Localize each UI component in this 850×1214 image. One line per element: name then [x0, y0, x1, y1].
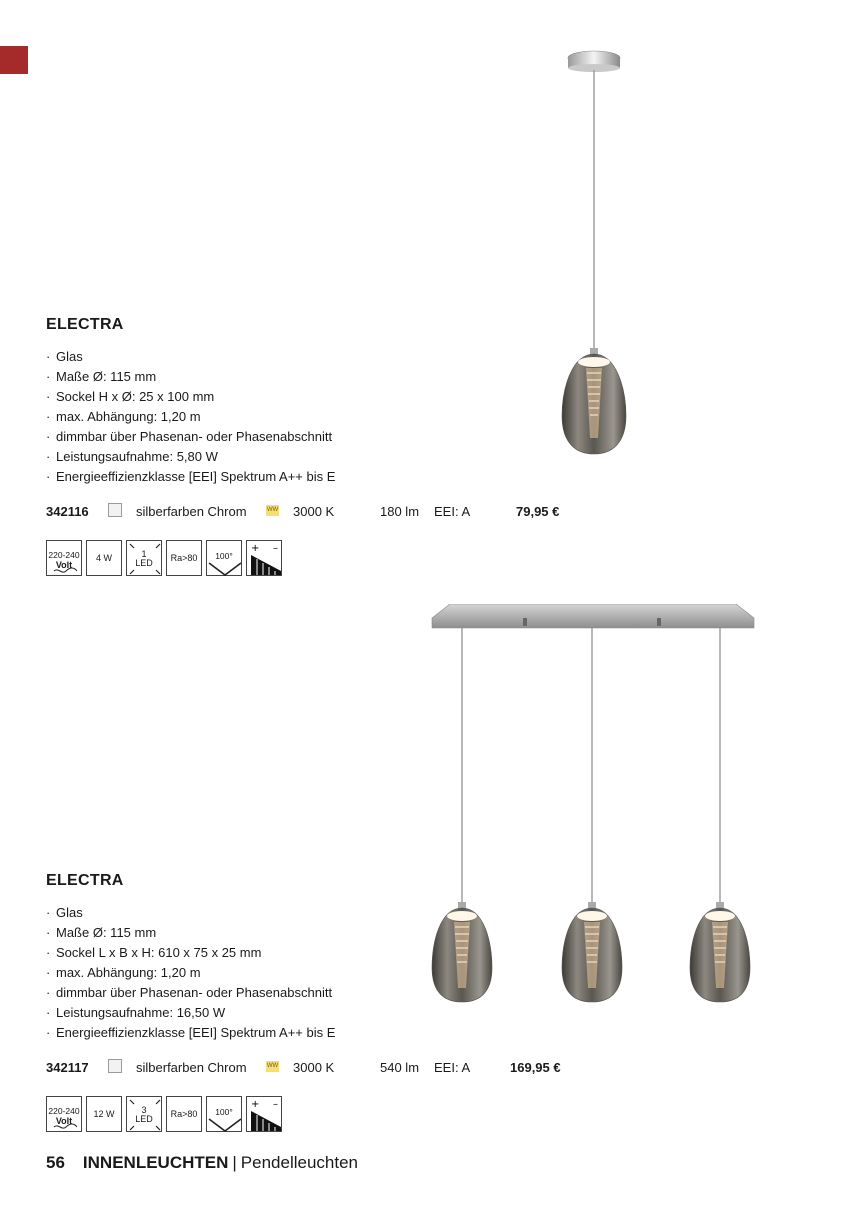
article-number: 342117 — [46, 1060, 89, 1075]
luminous-flux: 180 lm — [380, 504, 420, 519]
ra-value: Ra>80 — [170, 1109, 198, 1119]
voltage-icon — [46, 540, 82, 576]
energy-class: EEI: A — [434, 504, 471, 519]
wattage-value: 12 W — [93, 1109, 115, 1119]
dimmable-icon — [246, 540, 282, 576]
feature-item: · max. Abhängung: 1,20 m — [46, 963, 566, 983]
article-row — [46, 501, 566, 523]
voltage-label: Volt — [55, 1116, 73, 1126]
wattage-value: 4 W — [95, 553, 112, 563]
color-name: silberfarben Chrom — [136, 504, 247, 519]
luminous-flux: 540 lm — [380, 1060, 420, 1075]
footer-separator: | — [232, 1153, 237, 1172]
feature-item: · Leistungsaufnahme: 16,50 W — [46, 1003, 566, 1023]
color-temperature: 3000 K — [293, 1060, 335, 1075]
led-label: LED — [135, 558, 153, 568]
color-rendering-icon — [166, 540, 202, 576]
wattage-icon — [86, 1096, 122, 1132]
beam-angle: 100° — [215, 1107, 233, 1117]
voltage-icon — [46, 1096, 82, 1132]
voltage-range: 220-240 — [48, 1106, 80, 1116]
product-electra-342116 — [46, 316, 566, 576]
dim-minus: – — [273, 543, 278, 554]
color-name: silberfarben Chrom — [136, 1060, 247, 1075]
feature-list — [46, 903, 566, 1043]
feature-item: · Sockel H x Ø: 25 x 100 mm — [46, 387, 566, 407]
feature-item: · Glas — [46, 347, 566, 367]
color-swatch — [108, 1059, 122, 1073]
price: 79,95 € — [516, 504, 560, 519]
feature-item: · dimmbar über Phasenan- oder Phasenabschnitt — [46, 427, 566, 447]
footer-subcategory: Pendelleuchten — [240, 1153, 359, 1172]
section-color-tab — [0, 46, 28, 74]
led-icon — [126, 540, 162, 576]
feature-item: · Maße Ø: 115 mm — [46, 923, 566, 943]
dimmable-icon — [246, 1096, 282, 1132]
beam-angle: 100° — [215, 551, 233, 561]
feature-item: · Leistungsaufnahme: 5,80 W — [46, 447, 566, 467]
feature-item: · Energieeffizienzklasse [EEI] Spektrum A++ bis E — [46, 467, 566, 487]
article-row — [46, 1057, 566, 1079]
feature-list — [46, 347, 566, 487]
color-rendering-icon — [166, 1096, 202, 1132]
feature-item: · Energieeffizienzklasse [EEI] Spektrum A++ bis E — [46, 1023, 566, 1043]
led-count: 3 — [141, 1105, 147, 1115]
wattage-icon — [86, 540, 122, 576]
color-temperature: 3000 K — [293, 504, 335, 519]
led-label: LED — [135, 1114, 153, 1124]
page-footer — [46, 1153, 358, 1173]
spec-icons — [46, 1096, 566, 1132]
product-title: ELECTRA — [46, 872, 124, 889]
led-count: 1 — [141, 549, 147, 559]
energy-class: EEI: A — [434, 1060, 471, 1075]
dim-plus: + — [251, 543, 260, 554]
beam-angle-icon — [206, 540, 242, 576]
beam-angle-icon — [206, 1096, 242, 1132]
warm-white-badge: WW — [266, 505, 279, 516]
product-electra-342117 — [46, 872, 566, 1132]
feature-item: · max. Abhängung: 1,20 m — [46, 407, 566, 427]
feature-item: · Sockel L x B x H: 610 x 75 x 25 mm — [46, 943, 566, 963]
page-number: 56 — [46, 1153, 65, 1172]
dim-minus: – — [273, 1099, 278, 1110]
feature-item: · Maße Ø: 115 mm — [46, 367, 566, 387]
feature-item: · Glas — [46, 903, 566, 923]
footer-category: INNENLEUCHTEN — [82, 1153, 229, 1172]
article-number: 342116 — [46, 504, 89, 519]
warm-white-badge: WW — [266, 1061, 279, 1072]
led-icon — [126, 1096, 162, 1132]
ra-value: Ra>80 — [170, 553, 198, 563]
price: 169,95 € — [510, 1060, 561, 1075]
spec-icons — [46, 540, 566, 576]
feature-item: · dimmbar über Phasenan- oder Phasenabschnitt — [46, 983, 566, 1003]
color-swatch — [108, 503, 122, 517]
product-title: ELECTRA — [46, 316, 124, 333]
dim-plus: + — [251, 1099, 260, 1110]
voltage-label: Volt — [55, 560, 73, 570]
voltage-range: 220-240 — [48, 550, 80, 560]
